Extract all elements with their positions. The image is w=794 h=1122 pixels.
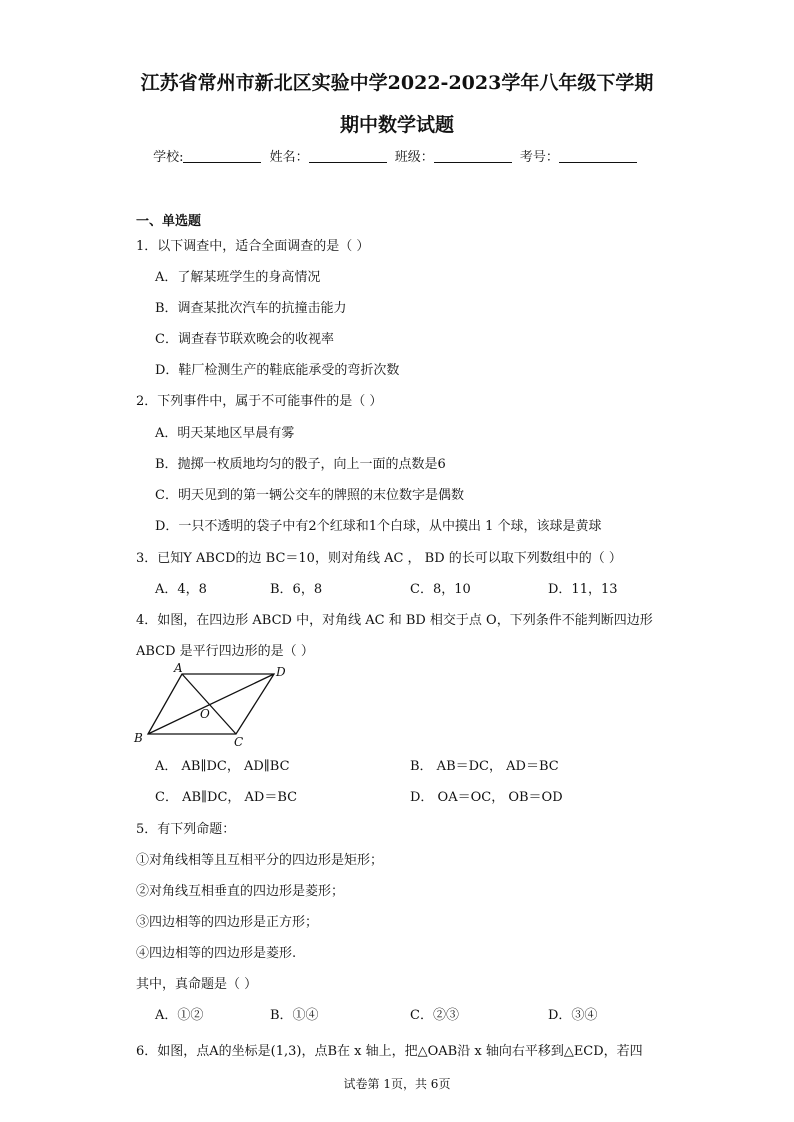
question-5-proposition-4: ④四边相等的四边形是菱形. — [136, 946, 297, 961]
intersection-label-o: O — [200, 707, 210, 721]
question-1-option-a: A．了解某班学生的身高情况 — [155, 270, 321, 285]
question-6-stem: 6．如图，点A的坐标是(1,3)，点B在 x 轴上，把△OAB沿 x 轴向右平移到△ECD，若四 — [136, 1044, 643, 1059]
question-3-option-a: A．4，8 — [155, 582, 207, 597]
exam-number-label: 考号： — [519, 150, 559, 165]
exam-number-blank — [559, 150, 637, 163]
parallelogram-figure — [128, 662, 298, 748]
vertex-label-c: C — [234, 735, 244, 748]
question-1-stem: 1．以下调查中，适合全面调查的是（ ） — [136, 239, 370, 254]
question-4-stem-line2: ABCD 是平行四边形的是（ ） — [136, 644, 314, 659]
question-1-option-d: D．鞋厂检测生产的鞋底能承受的弯折次数 — [155, 363, 400, 378]
school-label: 学校: — [153, 150, 184, 165]
vertex-label-d: D — [276, 665, 286, 679]
question-2-stem: 2．下列事件中，属于不可能事件的是（ ） — [136, 394, 383, 409]
question-2-option-c: C．明天见到的第一辆公交车的牌照的末位数字是偶数 — [155, 488, 464, 503]
question-5-proposition-3: ③四边相等的四边形是正方形； — [136, 915, 319, 930]
question-5-option-c: C．②③ — [410, 1008, 459, 1023]
question-5-option-d: D．③④ — [548, 1008, 598, 1023]
question-2-option-d: D．一只不透明的袋子中有2个红球和1个白球，从中摸出 1 个球，该球是黄球 — [155, 519, 602, 534]
question-5-option-b: B．①④ — [270, 1008, 319, 1023]
school-blank — [183, 150, 261, 163]
question-3-option-c: C．8，10 — [410, 582, 471, 597]
question-1-option-b: B．调查某批次汽车的抗撞击能力 — [155, 301, 347, 316]
class-blank — [434, 150, 512, 163]
question-5-stem: 5．有下列命题： — [136, 822, 236, 837]
student-info-row — [0, 146, 794, 165]
question-2-option-a: A．明天某地区早晨有雾 — [155, 426, 295, 441]
vertex-label-b: B — [134, 731, 143, 745]
vertex-label-a: A — [174, 662, 183, 675]
name-label: 姓名： — [269, 150, 309, 165]
question-4-option-d: D． OA＝OC， OB＝OD — [410, 790, 563, 805]
question-4-option-c: C． AB∥DC， AD＝BC — [155, 790, 298, 805]
question-2-option-b: B．抛掷一枚质地均匀的骰子，向上一面的点数是6 — [155, 457, 446, 472]
question-3-option-d: D．11，13 — [548, 582, 618, 597]
question-5-prompt: 其中，真命题是（ ） — [136, 977, 258, 992]
question-4-option-a: A． AB∥DC， AD∥BC — [155, 759, 290, 774]
question-5-proposition-2: ②对角线互相垂直的四边形是菱形； — [136, 884, 345, 899]
section-title: 一、单选题 — [136, 214, 202, 229]
question-3-stem: 3．已知Y ABCD的边 BC＝10，则对角线 AC ， BD 的长可以取下列数组中的（ ） — [136, 551, 622, 566]
exam-title-line1: 江苏省常州市新北区实验中学2022-2023学年八年级下学期 — [140, 72, 654, 94]
question-4-option-b: B． AB＝DC， AD＝BC — [410, 759, 559, 774]
question-5-proposition-1: ①对角线相等且互相平分的四边形是矩形； — [136, 853, 384, 868]
exam-title-line2: 期中数学试题 — [339, 114, 454, 136]
question-5-option-a: A．①② — [155, 1008, 204, 1023]
question-4-stem-line1: 4．如图，在四边形 ABCD 中，对角线 AC 和 BD 相交于点 O，下列条件不能判断四边形 — [136, 613, 653, 628]
diagonal-ac — [182, 674, 236, 734]
class-label: 班级： — [394, 150, 434, 165]
question-1-option-c: C．调查春节联欢晚会的收视率 — [155, 332, 334, 347]
page-footer: 试卷第 1页，共 6页 — [343, 1077, 451, 1091]
name-blank — [309, 150, 387, 163]
question-3-option-b: B．6，8 — [270, 582, 323, 597]
